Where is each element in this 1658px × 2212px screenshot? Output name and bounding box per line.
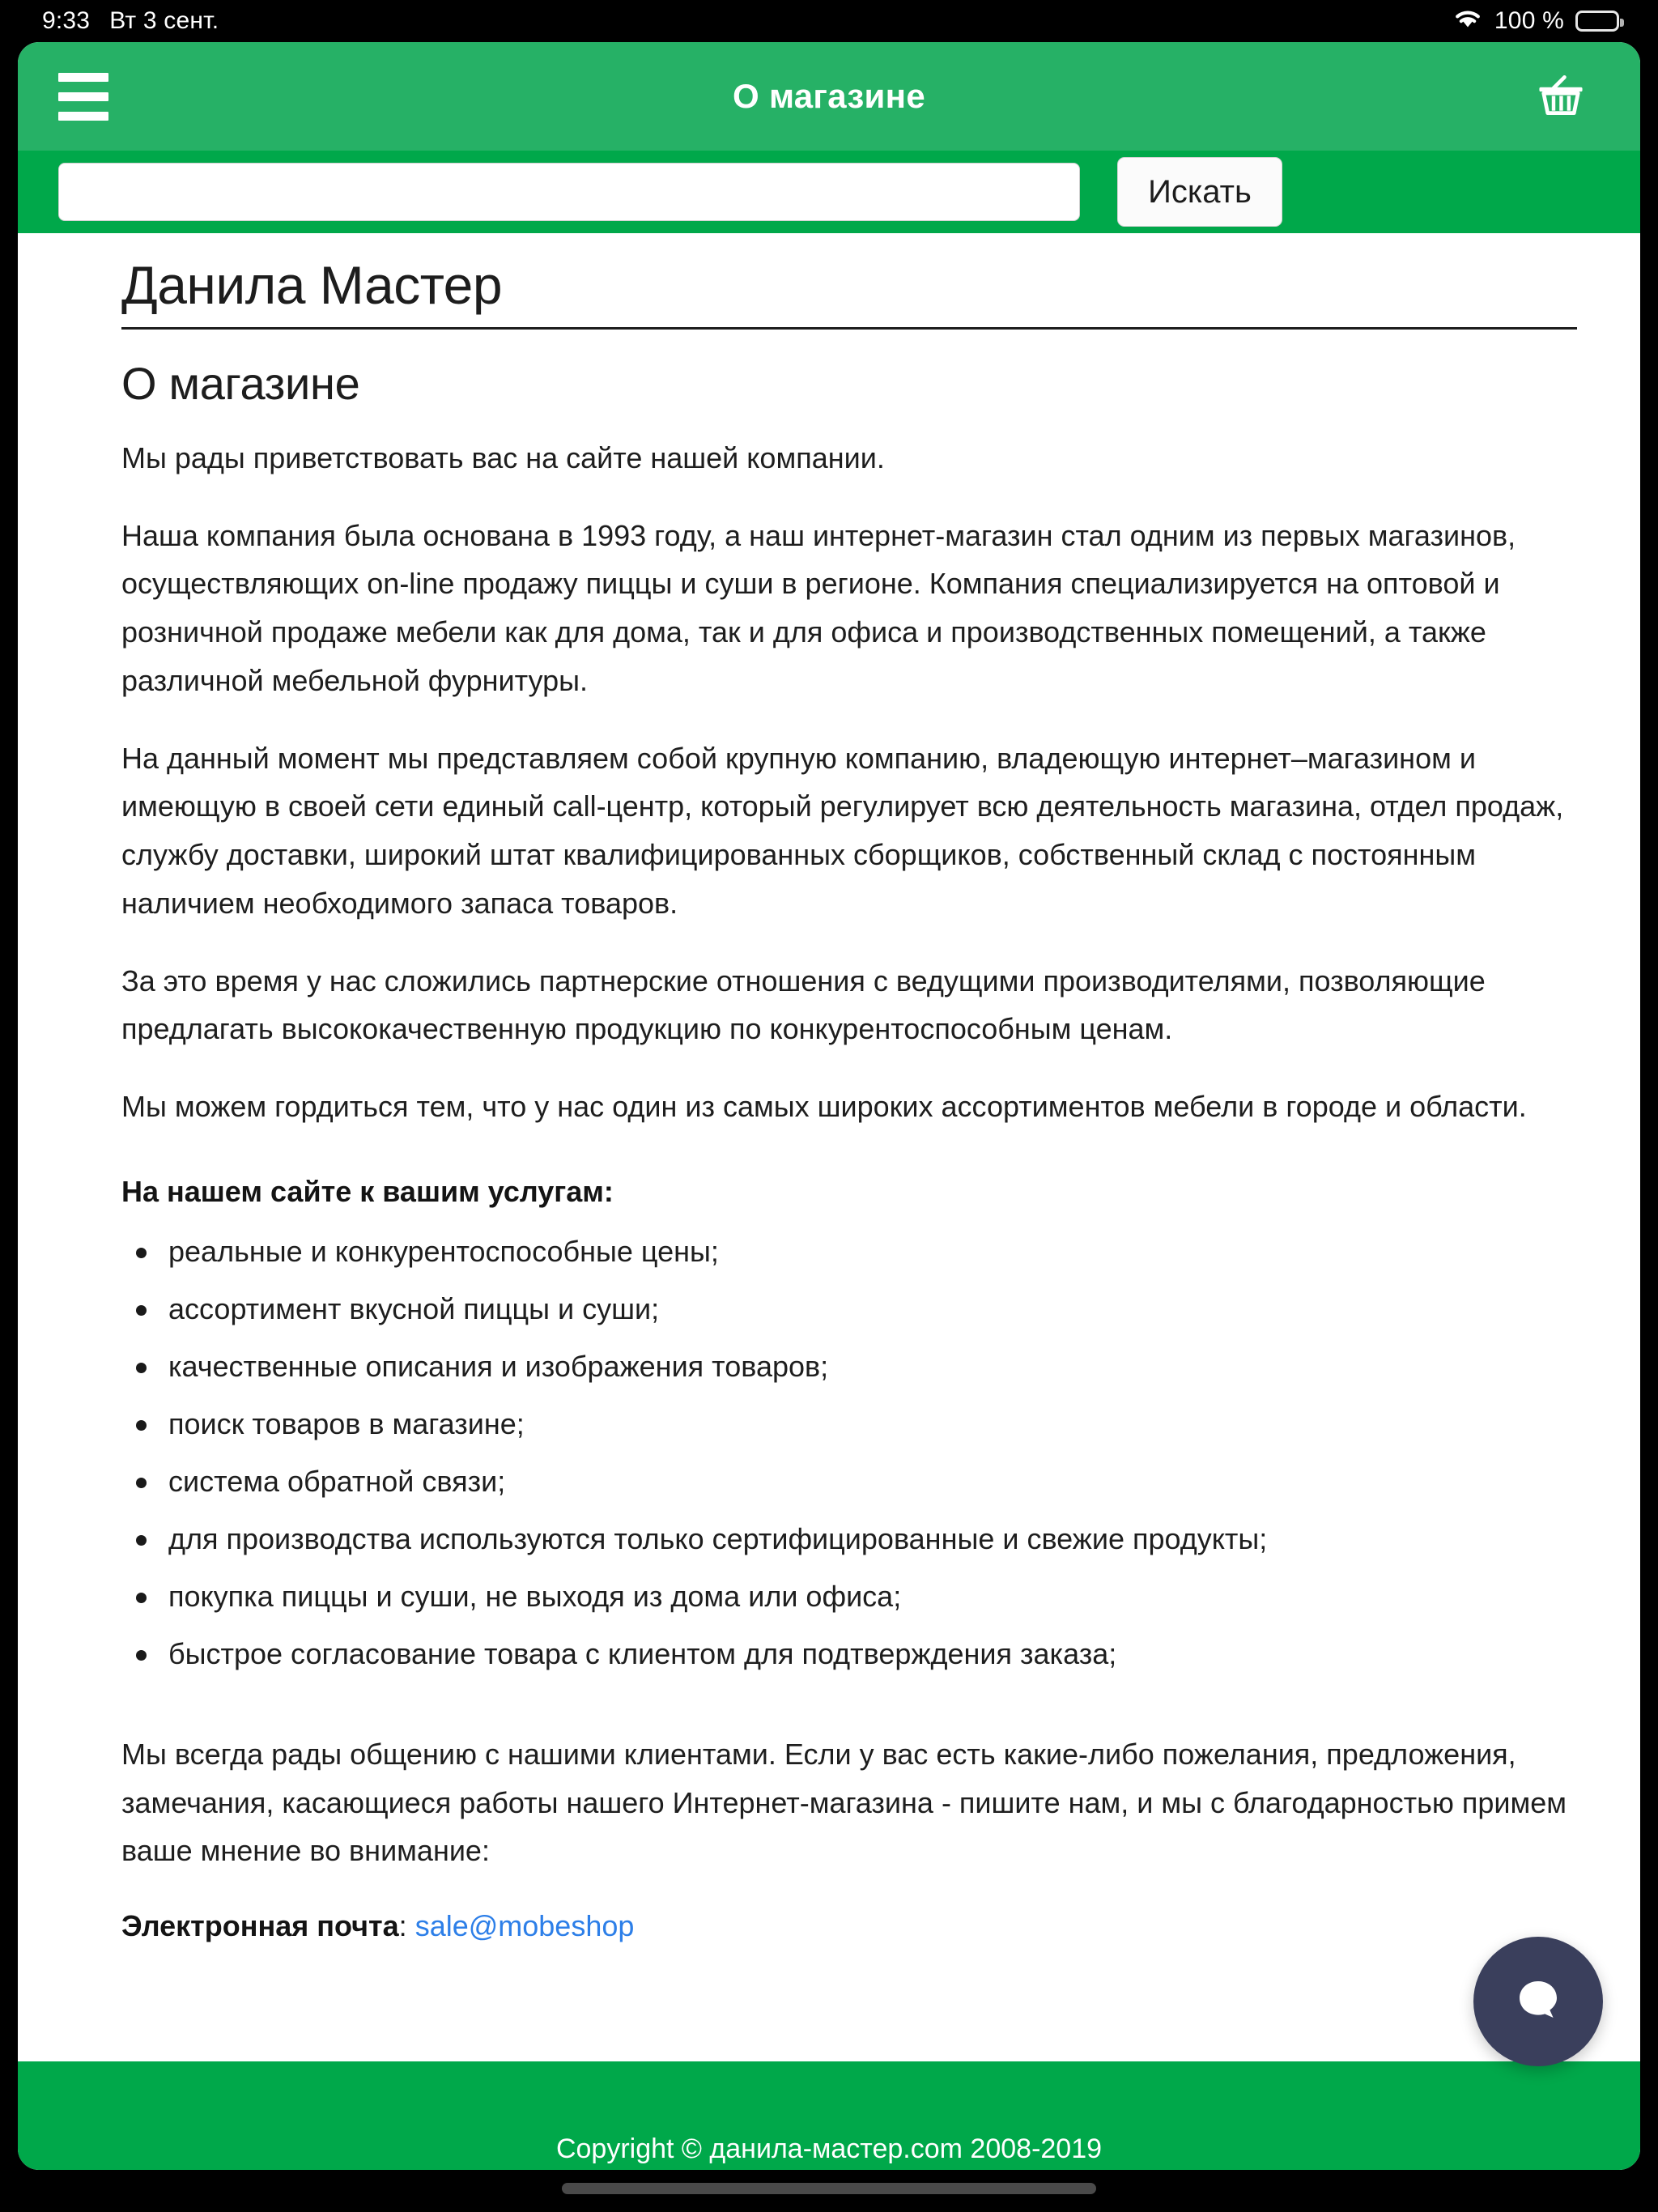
home-indicator[interactable]: [562, 2183, 1096, 2194]
hamburger-menu-icon[interactable]: [58, 73, 108, 121]
shopping-basket-icon[interactable]: [1532, 67, 1590, 125]
list-item: для производства используются только сертифицированные и свежие продукты;: [121, 1521, 1577, 1578]
page-title: О магазине: [733, 77, 925, 115]
paragraph-history: Наша компания была основана в 1993 году, а наш интернет-магазин стал одним из первых магазинов, осуществляющих on-line продажу пиццы и суши в регионе. Компания специализируется на оптовой и розничной продаже мебели как для дома, так и для офиса и производственных помещений, а также различной мебельной фурнитуры.: [121, 518, 1516, 697]
list-item: быстрое согласование товара с клиентом для подтверждения заказа;: [121, 1636, 1577, 1693]
services-heading: На нашем сайте к вашим услугам:: [121, 1174, 614, 1208]
email-line: [121, 1904, 1577, 1948]
chat-widget-button[interactable]: [1473, 1937, 1603, 2066]
title-divider: [121, 327, 1577, 330]
search-bar: [18, 151, 1640, 233]
page-heading: О магазине: [121, 357, 360, 409]
paragraph-intro: Мы рады приветствовать вас на сайте нашей компании.: [121, 440, 885, 474]
email-label: Электронная почта: [121, 1909, 399, 1943]
services-list: [121, 1233, 1577, 1693]
list-item: качественные описания и изображения товаров;: [121, 1348, 1577, 1406]
battery-icon: [1575, 11, 1619, 32]
search-submit-button[interactable]: Искать: [1117, 157, 1282, 227]
browser-viewport: [18, 42, 1640, 2170]
status-bar-time: 9:33: [42, 7, 91, 34]
site-footer: [18, 2061, 1640, 2170]
status-bar-right: [1452, 6, 1619, 36]
list-item: ассортимент вкусной пиццы и суши;: [121, 1291, 1577, 1348]
email-separator: :: [398, 1909, 415, 1943]
wifi-icon: [1452, 6, 1483, 36]
list-item: система обратной связи;: [121, 1463, 1577, 1521]
hamburger-bar: [58, 92, 108, 101]
paragraph-assortment: Мы можем гордиться тем, что у нас один из самых широких ассортиментов мебели в городе и области.: [121, 1090, 1527, 1124]
paragraph-partners: За это время у нас сложились партнерские отношения с ведущими производителями, позволяющие предлагать высококачественную продукцию по конкурентоспособным ценам.: [121, 963, 1486, 1046]
app-header: [18, 42, 1640, 151]
page-content: [18, 233, 1640, 1948]
search-input[interactable]: [58, 163, 1080, 221]
hamburger-bar: [58, 112, 108, 121]
email-link[interactable]: sale@mobeshop: [414, 1909, 635, 1943]
paragraph-feedback: Мы всегда рады общению с нашими клиентами. Если у вас есть какие-либо пожелания, предложения, замечания, касающиеся работы нашего Интернет-магазина - пишите нам, и мы с благодарностью примем ваше мнение во внимание:: [121, 1737, 1567, 1868]
battery-percent-label: 100 %: [1494, 7, 1564, 34]
status-bar-left: [42, 7, 219, 35]
list-item: реальные и конкурентоспособные цены;: [121, 1233, 1577, 1291]
site-title: Данила Мастер: [121, 255, 503, 315]
ios-status-bar: [0, 0, 1658, 42]
chat-bubble-icon: [1507, 1968, 1570, 2035]
list-item: поиск товаров в магазине;: [121, 1406, 1577, 1463]
footer-copyright: Copyright © данила-мастер.com 2008-2019: [555, 2133, 1103, 2164]
list-item: покупка пиццы и суши, не выходя из дома или офиса;: [121, 1578, 1577, 1636]
hamburger-bar: [58, 73, 108, 82]
status-bar-date: Вт 3 сент.: [109, 7, 219, 34]
paragraph-company: На данный момент мы представляем собой крупную компанию, владеющую интернет–магазином и имеющую в своей сети единый call-центр, который регулирует всю деятельность магазина, отдел продаж, службу доставки, широкий штат квалифицированных сборщиков, собственный склад с постоянным наличием необходимого запаса товаров.: [121, 741, 1564, 920]
